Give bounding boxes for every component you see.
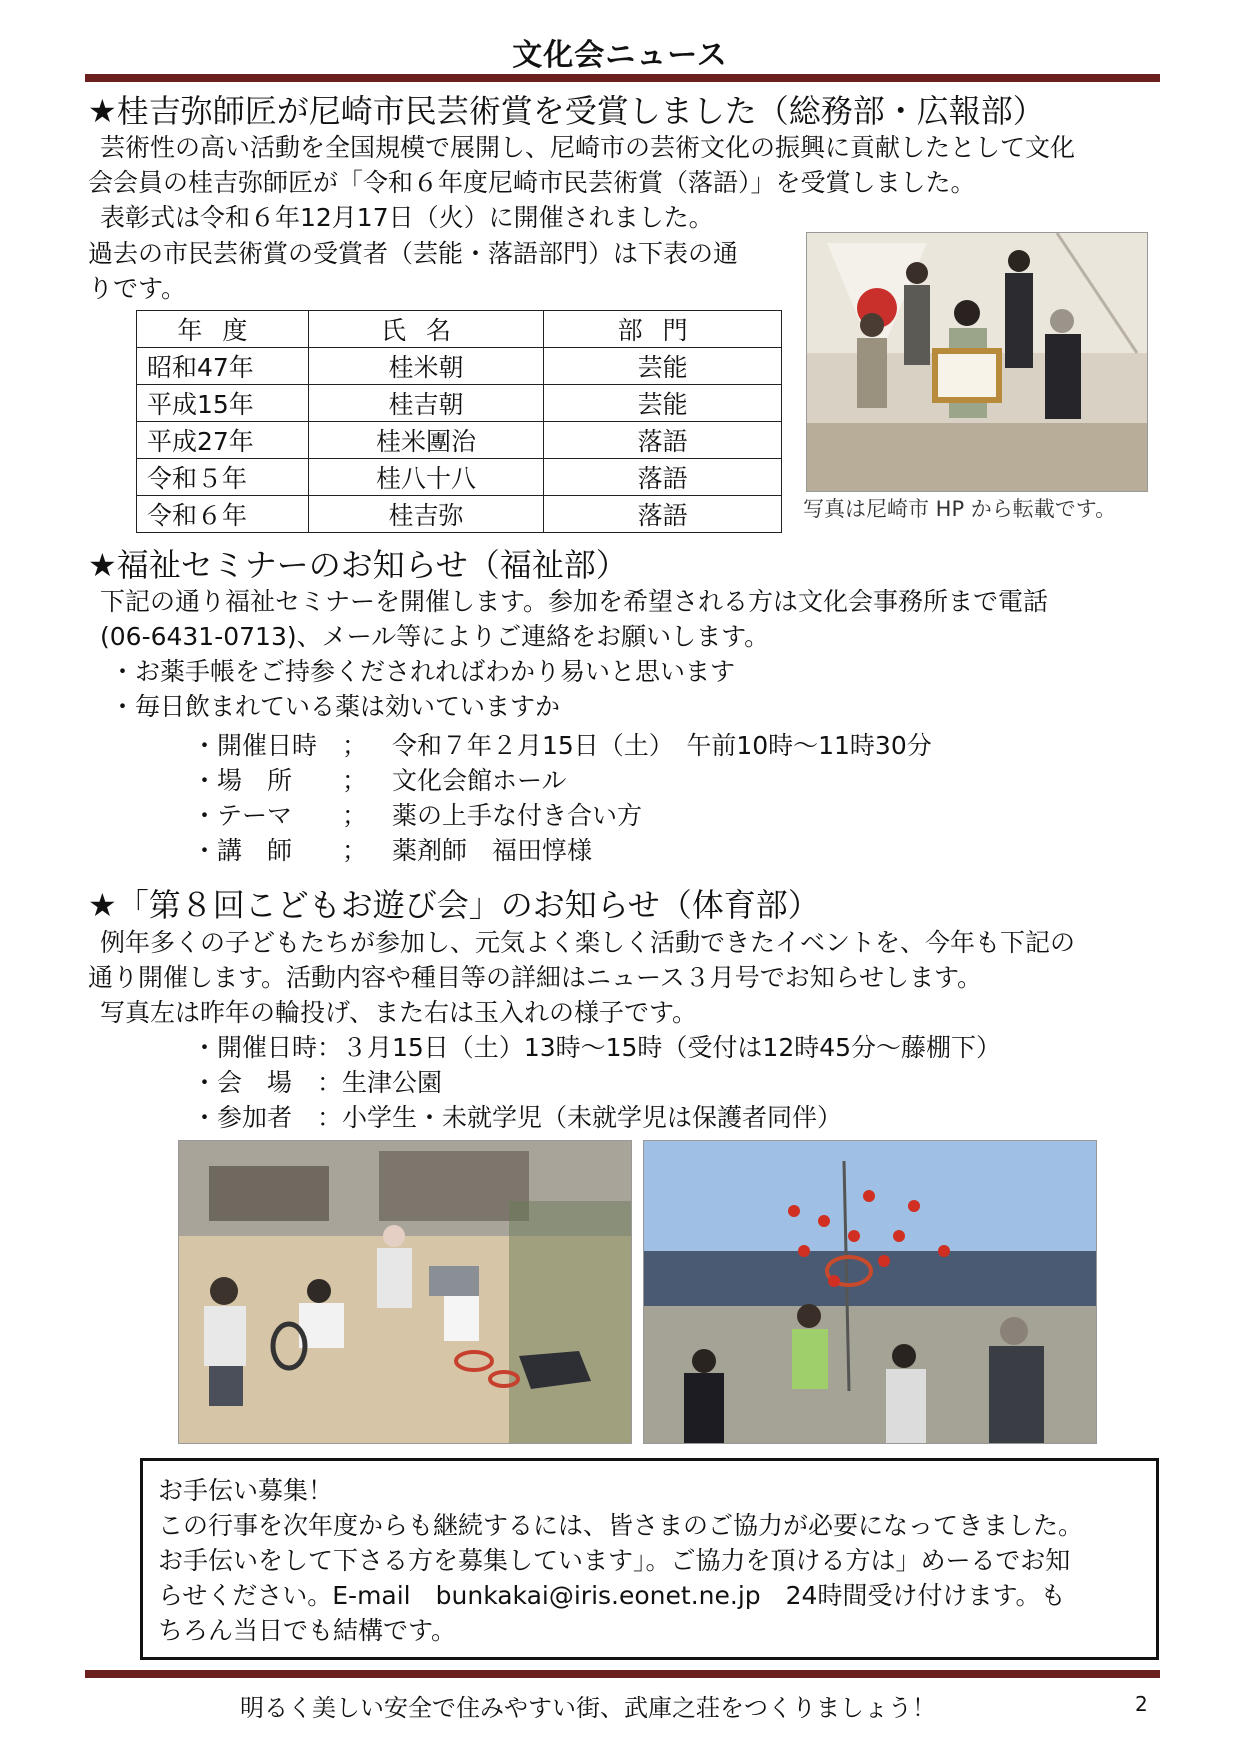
detail-value: 令和７年２月15日（土） 午前10時～11時30分 <box>392 731 932 760</box>
page-number: 2 <box>1135 1692 1148 1716</box>
table-cell-year: 平成15年 <box>137 385 309 422</box>
volunteer-notice-box <box>140 1458 1159 1660</box>
detail-separator: ； <box>342 801 368 830</box>
table-cell-category: 落語 <box>544 459 782 496</box>
detail-value: 文化会館ホール <box>392 766 567 795</box>
table-cell-category: 芸能 <box>544 348 782 385</box>
award-line-2: 会会員の桂吉弥師匠が「令和６年度尼崎市民芸術賞（落語）」を受賞しました。 <box>88 168 976 197</box>
kids-line-1: 例年多くの子どもたちが参加し、元気よく楽しく活動できたイベントを、今年も下記の <box>100 928 1076 957</box>
seminar-detail-row <box>192 833 932 868</box>
detail-label: ・講 師 <box>192 836 293 865</box>
detail-separator: ； <box>342 731 368 760</box>
seminar-bullet-1: ・お薬手帳をご持参くだされればわかり易いと思います <box>110 657 736 686</box>
detail-label: ・場 所 <box>192 766 293 795</box>
table-row <box>137 459 782 496</box>
notice-line-1: この行事を次年度からも継続するには、皆さまのご協力が必要になってきました。 <box>158 1511 1084 1540</box>
award-heading: ★桂吉弥師匠が尼崎市民芸術賞を受賞しました（総務部・広報部） <box>88 92 1045 130</box>
seminar-heading: ★福祉セミナーのお知らせ（福祉部） <box>88 546 628 584</box>
table-row <box>137 385 782 422</box>
table-row <box>137 348 782 385</box>
table-cell-name: 桂米團治 <box>308 422 544 459</box>
table-cell-year: 昭和47年 <box>137 348 309 385</box>
award-line-1: 芸術性の高い活動を全国規模で展開し、尼崎市の芸術文化の振興に貢献したとして文化 <box>100 133 1076 162</box>
notice-line-3: らせください。E-mail bunkakai@iris.eonet.ne.jp 24時間受け付けます。も <box>158 1581 1066 1610</box>
table-cell-name: 桂米朝 <box>308 348 544 385</box>
table-header-row <box>137 311 782 348</box>
award-line-4: 過去の市民芸術賞の受賞者（芸能・落語部門）は下表の通 <box>88 239 739 268</box>
table-cell-year: 平成27年 <box>137 422 309 459</box>
table-row <box>137 496 782 533</box>
seminar-details <box>192 728 932 868</box>
detail-value: 薬剤師 福田惇様 <box>392 836 593 865</box>
seminar-line-2: (06-6431-0713)、メール等によりご連絡をお願いします。 <box>100 622 770 651</box>
table-cell-year: 令和５年 <box>137 459 309 496</box>
seminar-detail-row <box>192 798 932 833</box>
detail-separator: ； <box>342 766 368 795</box>
award-ceremony-photo <box>806 232 1148 492</box>
ring-toss-photo <box>178 1140 632 1444</box>
detail-label: ・テーマ <box>192 801 293 830</box>
awards-table <box>136 310 782 533</box>
award-line-5: りです。 <box>88 274 187 303</box>
detail-value: 薬の上手な付き合い方 <box>392 801 643 830</box>
table-cell-category: 芸能 <box>544 385 782 422</box>
seminar-detail-row <box>192 763 932 798</box>
notice-line-2: お手伝いをして下さる方を募集しています」。ご協力を頂ける方は」めーるでお知 <box>158 1546 1071 1575</box>
table-cell-name: 桂吉朝 <box>308 385 544 422</box>
table-cell-category: 落語 <box>544 422 782 459</box>
header-rule <box>85 74 1160 82</box>
notice-title: お手伝い募集！ <box>158 1476 334 1505</box>
ball-toss-photo <box>643 1140 1097 1444</box>
seminar-line-1: 下記の通り福祉セミナーを開催します。参加を希望される方は文化会事務所まで電話 <box>100 587 1049 616</box>
kids-line-2: 通り開催します。活動内容や種目等の詳細はニュース３月号でお知らせします。 <box>88 963 983 992</box>
seminar-bullet-2: ・毎日飲まれている薬は効いていますか <box>110 692 561 721</box>
page-title: 文化会ニュース <box>512 38 728 73</box>
table-cell-name: 桂八十八 <box>308 459 544 496</box>
footer-rule <box>85 1670 1160 1678</box>
seminar-detail-row <box>192 728 932 763</box>
award-line-3: 表彰式は令和６年12月17日（火）に開催されました。 <box>100 203 714 232</box>
table-cell-category: 落語 <box>544 496 782 533</box>
kids-line-3: 写真左は昨年の輪投げ、また右は玉入れの様子です。 <box>100 998 698 1027</box>
table-row <box>137 422 782 459</box>
detail-label: ・開催日時 <box>192 731 318 760</box>
table-cell-name: 桂吉弥 <box>308 496 544 533</box>
notice-line-4: ちろん当日でも結構です。 <box>158 1616 457 1645</box>
photo-caption: 写真は尼崎市 HP から転載です。 <box>803 497 1117 521</box>
table-header-category: 部門 <box>544 311 782 348</box>
footer-slogan: 明るく美しい安全で住みやすい街、武庫之荘をつくりましょう！ <box>240 1694 936 1722</box>
table-header-year: 年度 <box>137 311 309 348</box>
table-header-name: 氏名 <box>308 311 544 348</box>
kids-detail-1: ・開催日時：３月15日（土）13時～15時（受付は12時45分～藤棚下） <box>192 1033 1002 1062</box>
detail-separator: ； <box>342 836 368 865</box>
kids-heading: ★「第８回こどもお遊び会」のお知らせ（体育部） <box>88 886 820 924</box>
kids-detail-3: ・参加者 ：小学生・未就学児（未就学児は保護者同伴） <box>192 1103 843 1132</box>
kids-detail-2: ・会 場 ：生津公園 <box>192 1068 443 1097</box>
table-cell-year: 令和６年 <box>137 496 309 533</box>
